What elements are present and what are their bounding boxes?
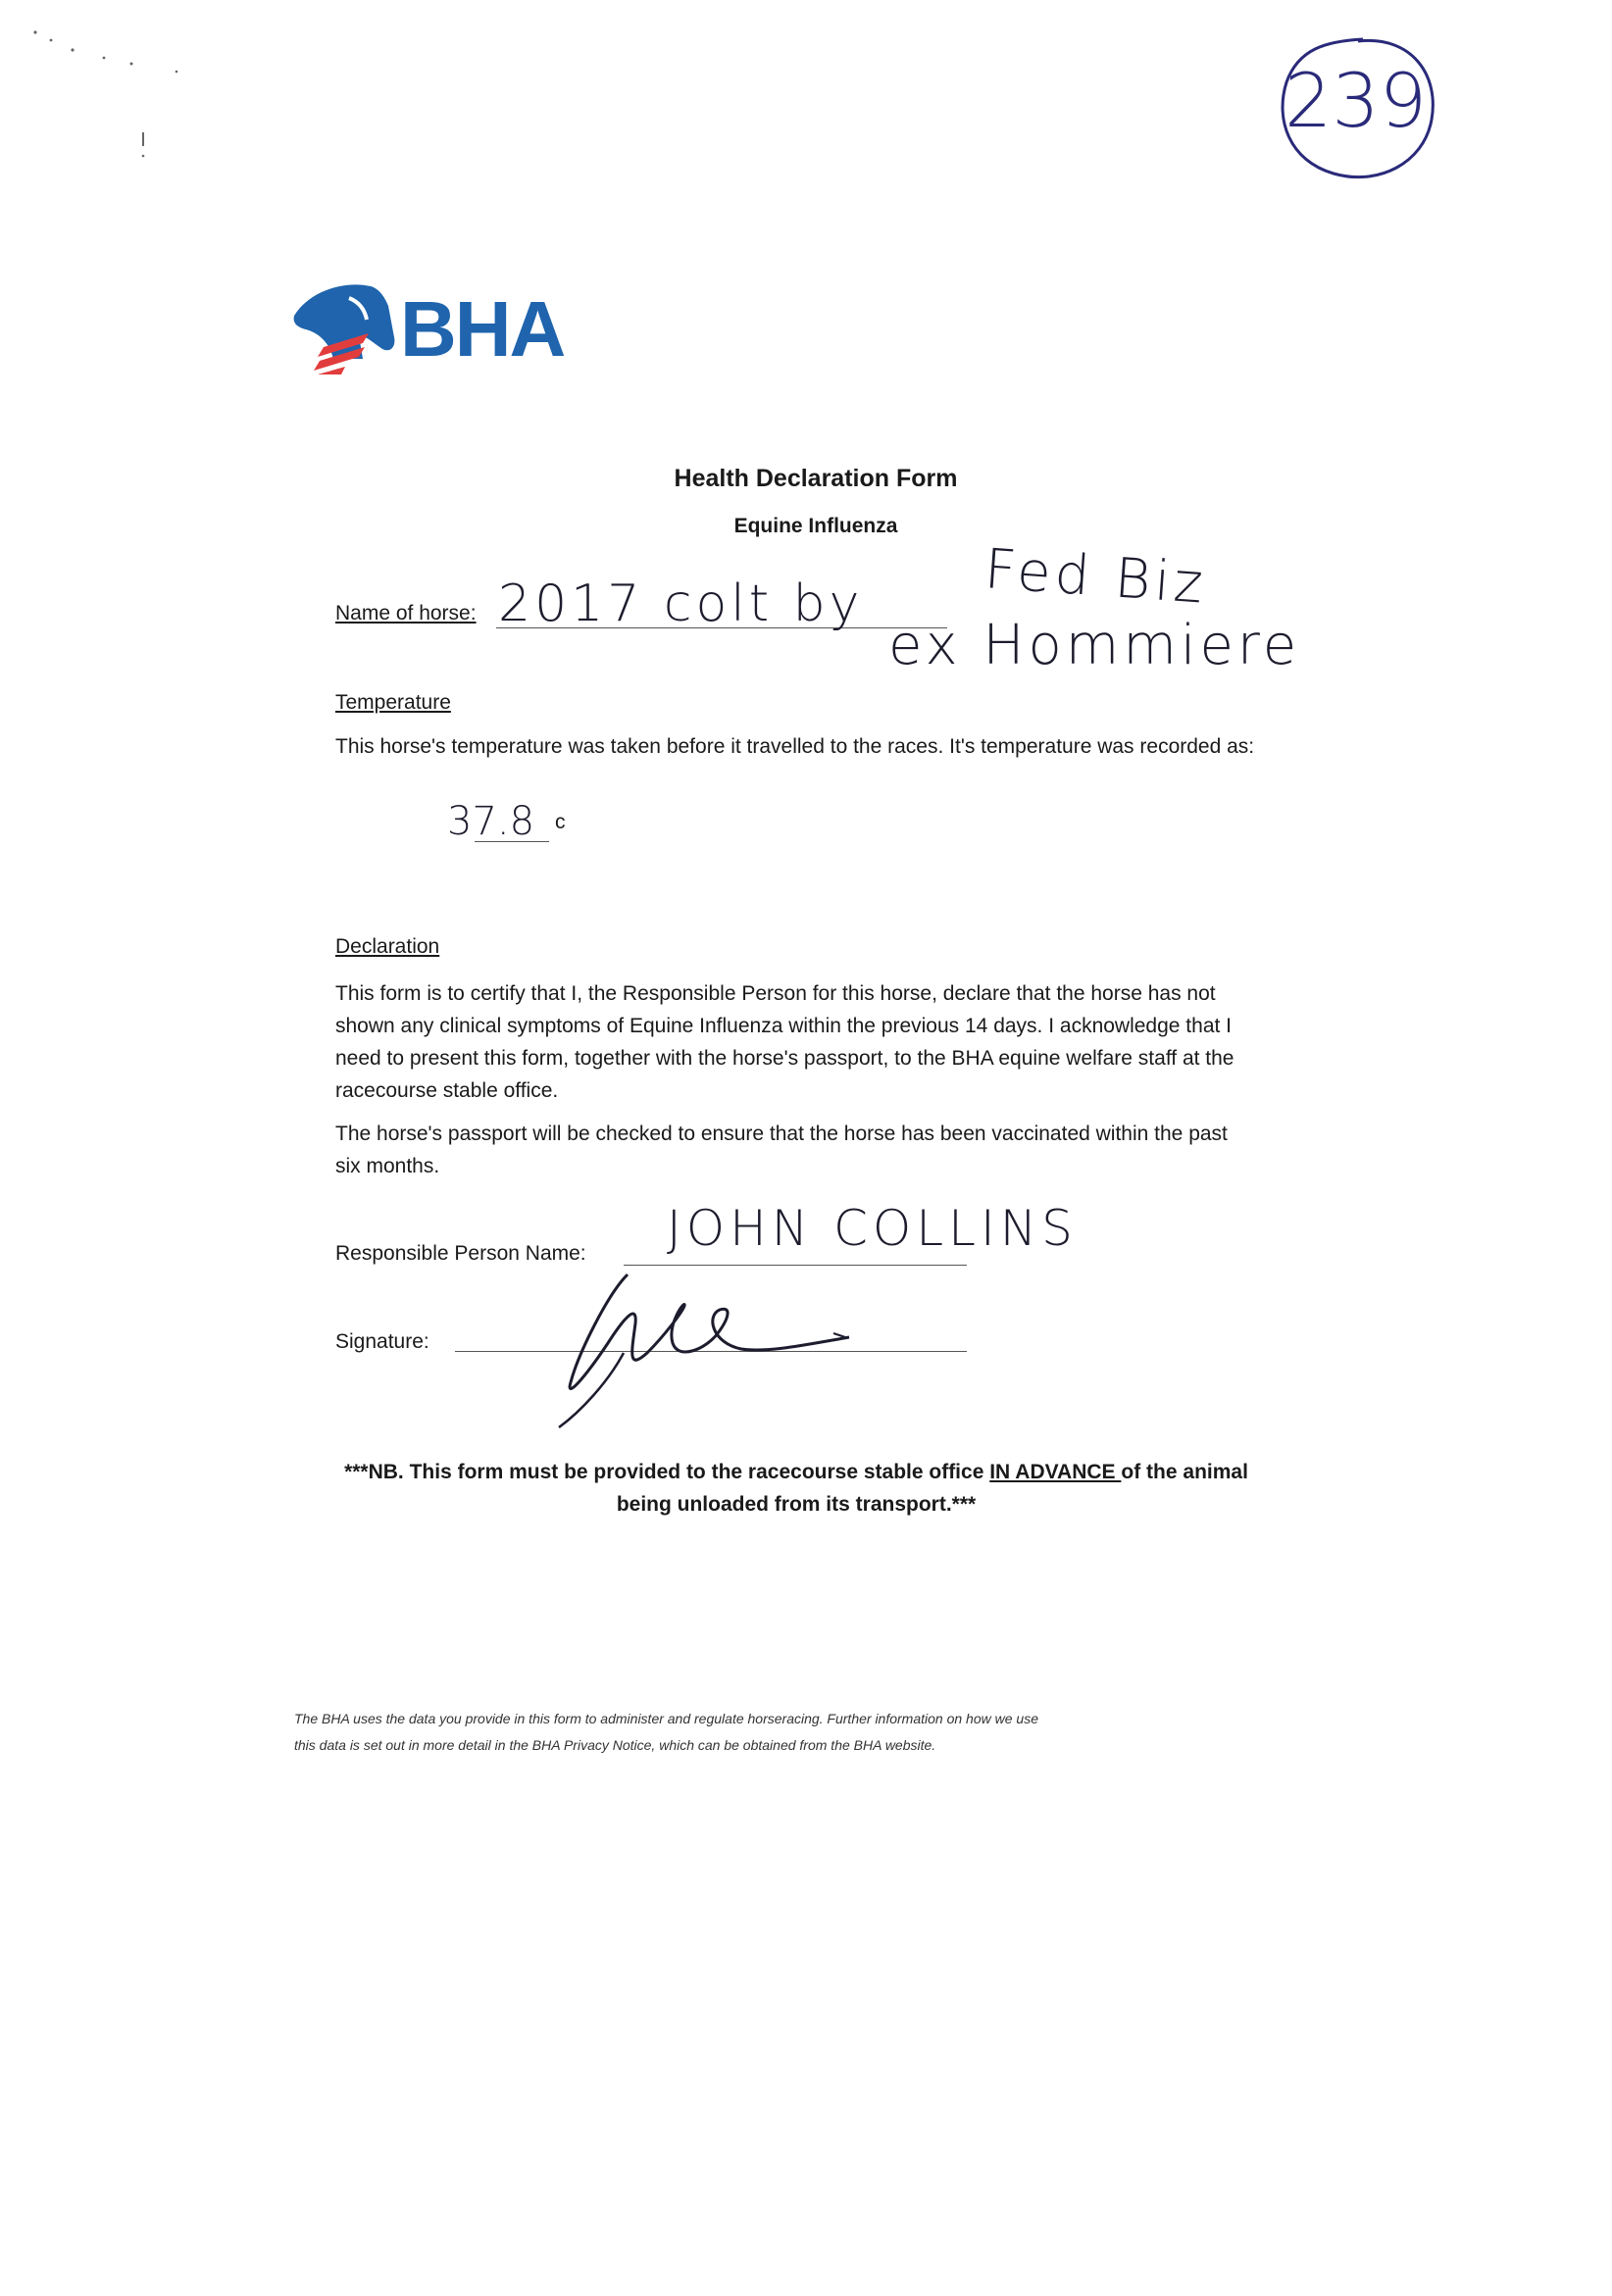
- declaration-paragraph-1: This form is to certify that I, the Responsible Person for this horse, declare that the horse has not shown any clinical symptoms of Equine Influenza within the previous 14 days. I acknowledge that I need to present this form, together with the horse's passport, to the BHA equine welfare staff at the racecourse stable office.: [335, 982, 1234, 1102]
- scan-marks: [29, 25, 196, 172]
- temperature-text: This horse's temperature was taken before it travelled to the races. It's temperature was recorded as:: [335, 735, 1255, 758]
- declaration-heading: Declaration: [335, 935, 440, 958]
- nb-text-after: of the animal being unloaded from its transport.***: [616, 1461, 1248, 1516]
- signature-scribble: [510, 1255, 863, 1431]
- horse-name-line2: Fed Biz: [982, 537, 1209, 617]
- temperature-heading: Temperature: [335, 691, 451, 714]
- bha-horse-logo-icon: [290, 278, 400, 380]
- signature-label: Signature:: [335, 1330, 429, 1353]
- nb-emphasis: IN ADVANCE: [989, 1461, 1122, 1483]
- responsible-person-value: JOHN COLLINS: [667, 1200, 1078, 1257]
- form-title: Health Declaration Form: [674, 465, 958, 492]
- responsible-person-label: Responsible Person Name:: [335, 1242, 586, 1265]
- privacy-footer-line-1: The BHA uses the data you provide in this form to administer and regulate horseracing. Further information on how we use: [294, 1711, 1038, 1726]
- nb-notice: [335, 1456, 1257, 1521]
- page-number-annotation: 239: [1285, 57, 1428, 144]
- temperature-value: 37.8: [447, 799, 535, 844]
- horse-name-label: Name of horse:: [335, 602, 477, 624]
- bha-logo-text: BHA: [400, 285, 565, 373]
- declaration-paragraph-2: The horse's passport will be checked to ensure that the horse has been vaccinated within the past six months.: [335, 1123, 1228, 1177]
- form-subtitle: Equine Influenza: [733, 515, 898, 537]
- nb-text-before: ***NB. This form must be provided to the racecourse stable office: [344, 1461, 990, 1483]
- privacy-footer-line-2: this data is set out in more detail in the BHA Privacy Notice, which can be obtained from the BHA website.: [294, 1737, 936, 1753]
- temperature-unit: c: [555, 811, 566, 833]
- horse-name-line1: 2017 colt by: [498, 574, 864, 633]
- temperature-line: [475, 841, 549, 842]
- horse-name-line3: ex Hommiere: [888, 614, 1301, 677]
